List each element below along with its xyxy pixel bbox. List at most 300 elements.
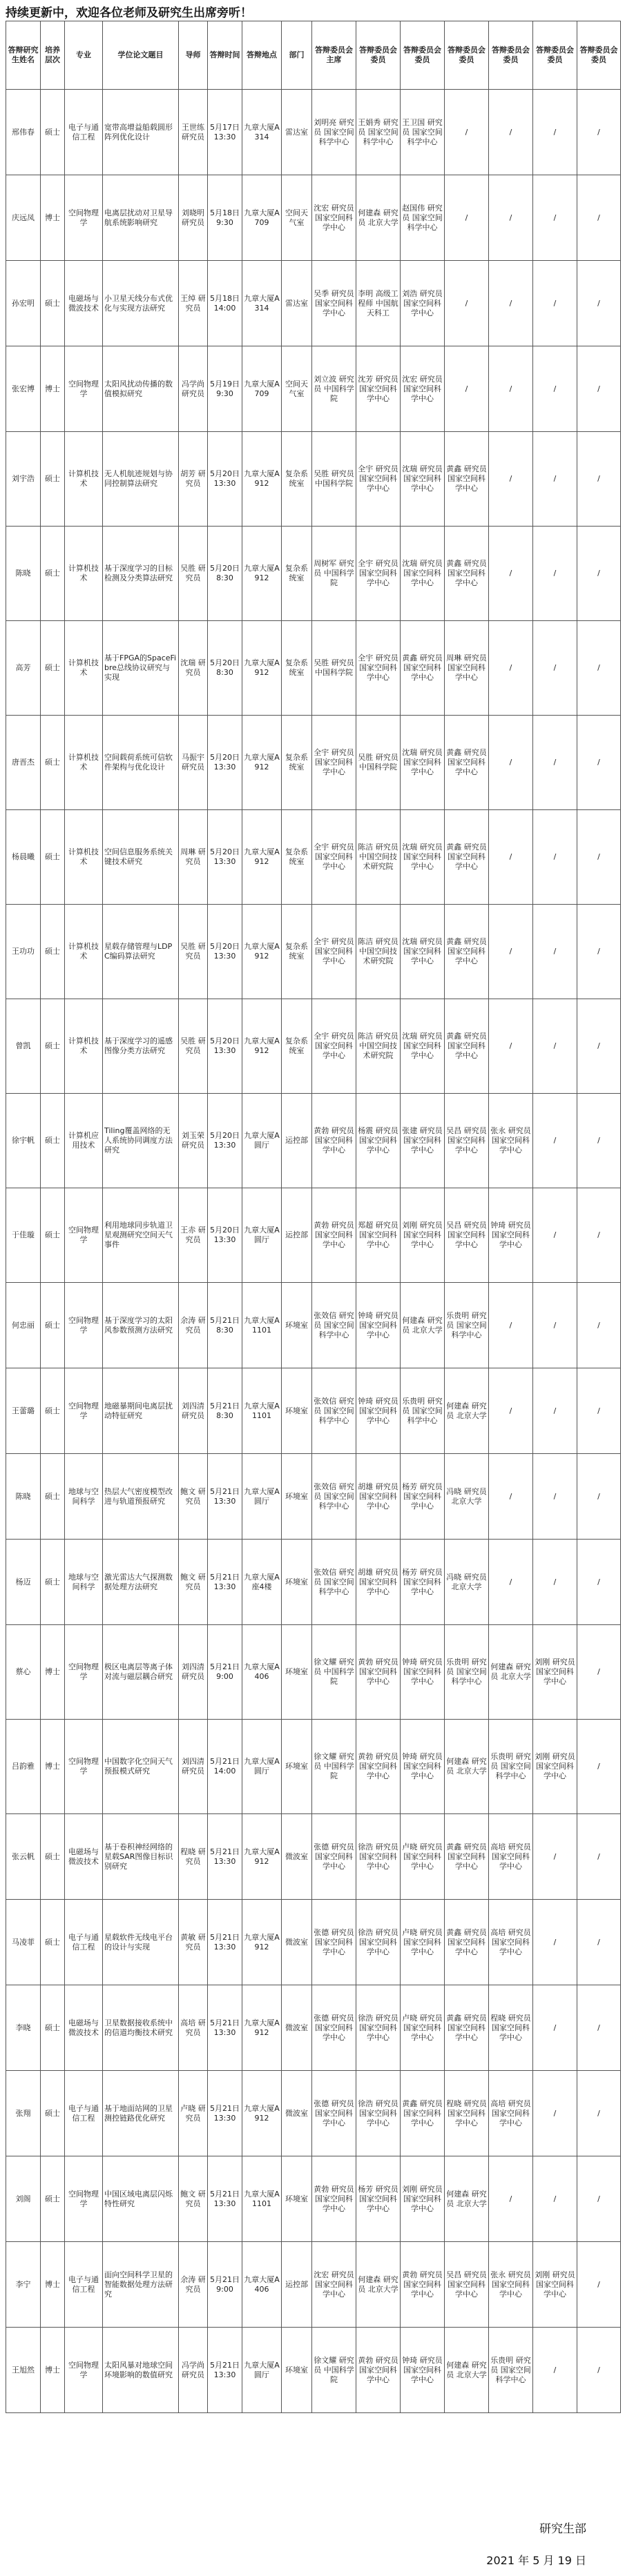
table-cell: /	[577, 1814, 621, 1900]
table-row	[6, 1900, 621, 1985]
table-cell: 博士	[41, 2328, 65, 2413]
table-row	[6, 90, 621, 175]
table-cell: 微波室	[282, 1814, 312, 1900]
table-cell: 钟琦 研究员 国家空间科学中心	[401, 2328, 445, 2413]
table-cell: 复杂系统室	[282, 432, 312, 527]
table-row	[6, 621, 621, 716]
table-cell: 5月20日 8:30	[208, 527, 242, 621]
table-cell: 刘四清 研究员	[179, 1368, 208, 1454]
table-cell: /	[533, 1368, 577, 1454]
table-cell: 程晓 研究员	[179, 1814, 208, 1900]
table-cell: 5月21日 8:30	[208, 1283, 242, 1368]
table-cell: 沈瑞 研究员 国家空间科学中心	[401, 905, 445, 999]
table-cell: 吴胜 研究员	[179, 999, 208, 1094]
table-cell: /	[445, 175, 489, 261]
table-cell: /	[445, 346, 489, 432]
table-cell: 5月21日 8:30	[208, 1368, 242, 1454]
table-cell: 5月20日 13:30	[208, 1094, 242, 1188]
table-cell: 乐贵明 研究员 国家空间科学中心	[401, 1368, 445, 1454]
defense-schedule-table-wrap	[6, 21, 619, 2413]
table-cell: 马凌菲	[6, 1900, 41, 1985]
table-cell: 微波室	[282, 2071, 312, 2156]
table-cell: 赵国伟 研究员 国家空间科学中心	[401, 175, 445, 261]
table-cell: 王卫国 研究员 国家空间科学中心	[401, 90, 445, 175]
table-cell: 乐贵明 研究员 国家空间科学中心	[489, 2328, 533, 2413]
table-cell: 曾凯	[6, 999, 41, 1094]
table-cell: /	[533, 527, 577, 621]
table-cell: 九章大厦A912	[242, 810, 282, 905]
table-cell: 杨芳 研究员 国家空间科学中心	[356, 2156, 401, 2242]
table-cell: 5月20日 13:30	[208, 1188, 242, 1283]
table-cell: 刘刚 研究员 国家空间科学中心	[401, 1188, 445, 1283]
table-cell: 空间物理学	[65, 175, 103, 261]
table-cell: 环境室	[282, 1720, 312, 1814]
table-body	[6, 90, 621, 2413]
table-cell: 空间物理学	[65, 1720, 103, 1814]
table-cell: 王赤 研究员	[179, 1188, 208, 1283]
table-cell: 徐宇帆	[6, 1094, 41, 1188]
table-cell: 热层大气密度模型改进与轨道预报研究	[103, 1454, 179, 1540]
table-cell: /	[577, 1720, 621, 1814]
table-cell: 吴胜 研究员	[179, 527, 208, 621]
table-cell: 沈宏 研究员 国家空间科学中心	[312, 175, 356, 261]
table-row	[6, 1188, 621, 1283]
table-cell: 空间物理学	[65, 1188, 103, 1283]
table-cell: 余涛 研究员	[179, 2242, 208, 2328]
table-cell: /	[577, 1900, 621, 1985]
table-cell: 周琳 研究员 国家空间科学中心	[445, 621, 489, 716]
table-cell: 何建森 研究员 北京大学	[445, 1368, 489, 1454]
table-cell: 吴胜 研究员 中国科学院	[356, 716, 401, 810]
table-cell: /	[489, 999, 533, 1094]
table-cell: 宽带高增益船载圆形阵列优化设计	[103, 90, 179, 175]
table-cell: /	[577, 1094, 621, 1188]
table-cell: 刘刚 研究员 国家空间科学中心	[533, 1625, 577, 1720]
table-cell: 刘玉荣 研究员	[179, 1094, 208, 1188]
table-cell: 空间天气室	[282, 175, 312, 261]
table-cell: 5月18日 9:30	[208, 175, 242, 261]
table-cell: 于佳璇	[6, 1188, 41, 1283]
table-cell: /	[577, 905, 621, 999]
table-cell: 高芳	[6, 621, 41, 716]
table-cell: 利用地球同步轨道卫星观测研究空间天气事件	[103, 1188, 179, 1283]
table-cell: 刘四清 研究员	[179, 1720, 208, 1814]
table-cell: 刘刚 研究员 国家空间科学中心	[533, 1720, 577, 1814]
table-cell: 卢晓 研究员	[179, 2071, 208, 2156]
table-cell: 电磁场与微波技术	[65, 261, 103, 346]
table-cell: 地球与空间科学	[65, 1540, 103, 1625]
table-cell: 环境室	[282, 1283, 312, 1368]
table-cell: 电子与通信工程	[65, 2242, 103, 2328]
table-cell: 刘刚 研究员 国家空间科学中心	[401, 2156, 445, 2242]
table-cell: 硕士	[41, 1454, 65, 1540]
table-header-row	[6, 21, 621, 90]
table-cell: 硕士	[41, 810, 65, 905]
table-cell: 全宇 研究员 国家空间科学中心	[356, 527, 401, 621]
table-cell: /	[533, 1283, 577, 1368]
table-cell: 黄鑫 研究员 国家空间科学中心	[445, 1985, 489, 2071]
table-cell: 乐贵明 研究员 国家空间科学中心	[445, 1283, 489, 1368]
table-cell: 徐浩 研究员 国家空间科学中心	[356, 1814, 401, 1900]
table-cell: 复杂系统室	[282, 810, 312, 905]
table-cell: 5月20日 13:30	[208, 716, 242, 810]
table-cell: 刘浩 研究员 国家空间科学中心	[401, 261, 445, 346]
header-cell: 答辩地点	[242, 21, 282, 90]
table-row	[6, 1720, 621, 1814]
table-cell: 激光雷达大气探测数据处理方法研究	[103, 1540, 179, 1625]
table-row	[6, 432, 621, 527]
table-cell: 九章大厦A912	[242, 1985, 282, 2071]
table-cell: /	[577, 175, 621, 261]
table-cell: 环境室	[282, 1368, 312, 1454]
table-cell: 黄鑫 研究员 国家空间科学中心	[445, 432, 489, 527]
table-cell: 5月21日 13:30	[208, 1814, 242, 1900]
table-cell: 高培 研究员 国家空间科学中心	[489, 2071, 533, 2156]
table-cell: 刘四清 研究员	[179, 1625, 208, 1720]
table-cell: 蔡心	[6, 1625, 41, 1720]
table-row	[6, 716, 621, 810]
table-cell: 硕士	[41, 1900, 65, 1985]
table-row	[6, 1814, 621, 1900]
table-cell: 九章大厦A1101	[242, 1368, 282, 1454]
table-cell: 基于深度学习的遥感图像分类方法研究	[103, 999, 179, 1094]
table-cell: 黄勃 研究员 国家空间科学中心	[356, 2328, 401, 2413]
table-cell: 张德 研究员 国家空间科学中心	[312, 1814, 356, 1900]
table-cell: 杨芳 研究员 国家空间科学中心	[401, 1454, 445, 1540]
table-cell: 吴胜 研究员	[179, 905, 208, 999]
table-cell: 唐晋杰	[6, 716, 41, 810]
table-row	[6, 2156, 621, 2242]
table-cell: 复杂系统室	[282, 999, 312, 1094]
table-cell: 九章大厦A圆厅	[242, 1094, 282, 1188]
table-cell: /	[533, 261, 577, 346]
header-cell: 部门	[282, 21, 312, 90]
table-cell: 九章大厦A912	[242, 527, 282, 621]
table-cell: 计算机技术	[65, 716, 103, 810]
table-cell: 沈瑞 研究员	[179, 621, 208, 716]
table-row	[6, 999, 621, 1094]
table-cell: 吴季 研究员 国家空间科学中心	[312, 261, 356, 346]
table-cell: 沈瑞 研究员 国家空间科学中心	[401, 999, 445, 1094]
table-cell: /	[533, 621, 577, 716]
table-cell: 电磁场与微波技术	[65, 1985, 103, 2071]
table-cell: /	[489, 905, 533, 999]
table-cell: 电子与通信工程	[65, 2071, 103, 2156]
table-cell: 徐文耀 研究员 中国科学院	[312, 1720, 356, 1814]
table-cell: 冯晓 研究员 北京大学	[445, 1540, 489, 1625]
table-cell: 复杂系统室	[282, 621, 312, 716]
table-cell: 何建森 研究员 北京大学	[489, 1625, 533, 1720]
table-cell: /	[577, 621, 621, 716]
table-cell: 硕士	[41, 1368, 65, 1454]
table-cell: 微波室	[282, 1985, 312, 2071]
table-cell: 九章大厦A座4楼	[242, 1540, 282, 1625]
table-row	[6, 2328, 621, 2413]
header-cell: 答辩委员会主席	[312, 21, 356, 90]
table-cell: /	[533, 1985, 577, 2071]
table-cell: 太阳风扰动传播的数值模拟研究	[103, 346, 179, 432]
table-cell: 环境室	[282, 1625, 312, 1720]
table-cell: /	[577, 1283, 621, 1368]
table-cell: /	[577, 2328, 621, 2413]
table-cell: 黄鑫 研究员 国家空间科学中心	[401, 621, 445, 716]
table-cell: /	[533, 2328, 577, 2413]
table-cell: 徐浩 研究员 国家空间科学中心	[356, 2071, 401, 2156]
table-cell: 九章大厦A912	[242, 2071, 282, 2156]
table-cell: 硕士	[41, 2071, 65, 2156]
table-cell: /	[577, 1454, 621, 1540]
table-cell: /	[489, 346, 533, 432]
table-cell: 黄鑫 研究员 国家空间科学中心	[445, 716, 489, 810]
table-cell: 5月21日 13:30	[208, 2156, 242, 2242]
header-cell: 答辩委员会委员	[489, 21, 533, 90]
table-cell: /	[577, 2242, 621, 2328]
table-cell: 运控部	[282, 1094, 312, 1188]
table-cell: 基于地面站网的卫星测控链路优化研究	[103, 2071, 179, 2156]
table-cell: 黄勃 研究员 国家空间科学中心	[312, 2156, 356, 2242]
table-row	[6, 1368, 621, 1454]
table-cell: 何建森 研究员 北京大学	[445, 2156, 489, 2242]
table-cell: 电离层扰动对卫星导航系统影响研究	[103, 175, 179, 261]
table-cell: 张德 研究员 国家空间科学中心	[312, 1985, 356, 2071]
footer-department: 研究生部	[539, 2522, 586, 2536]
table-cell: 九章大厦A314	[242, 90, 282, 175]
table-cell: 星载存储管理与LDPC编码算法研究	[103, 905, 179, 999]
table-cell: 乐贵明 研究员 国家空间科学中心	[489, 1720, 533, 1814]
table-cell: 黄鑫 研究员 国家空间科学中心	[445, 527, 489, 621]
table-cell: 5月20日 13:30	[208, 810, 242, 905]
table-cell: 王旭然	[6, 2328, 41, 2413]
table-cell: 九章大厦A圆厅	[242, 2328, 282, 2413]
table-cell: /	[533, 1814, 577, 1900]
table-row	[6, 1985, 621, 2071]
table-cell: 硕士	[41, 716, 65, 810]
table-cell: /	[577, 2156, 621, 2242]
table-cell: 地磁暴期间电离层扰动特征研究	[103, 1368, 179, 1454]
table-cell: 陈洁 研究员 中国空间技术研究院	[356, 905, 401, 999]
table-cell: 鲍文 研究员	[179, 2156, 208, 2242]
table-cell: /	[577, 346, 621, 432]
header-cell: 答辩委员会委员	[533, 21, 577, 90]
table-cell: 张效信 研究员 国家空间科学中心	[312, 1368, 356, 1454]
table-cell: 硕士	[41, 432, 65, 527]
table-cell: 空间天气室	[282, 346, 312, 432]
table-cell: 电磁场与微波技术	[65, 1814, 103, 1900]
table-cell: 九章大厦A912	[242, 1900, 282, 1985]
table-cell: 5月17日 13:30	[208, 90, 242, 175]
table-cell: 王绰 研究员	[179, 261, 208, 346]
table-cell: 硕士	[41, 1540, 65, 1625]
table-cell: /	[577, 810, 621, 905]
table-cell: /	[489, 527, 533, 621]
table-cell: 空间载荷系统可信软件架构与优化设计	[103, 716, 179, 810]
table-cell: 电子与通信工程	[65, 90, 103, 175]
table-cell: 5月21日 13:30	[208, 1900, 242, 1985]
table-cell: 卫星数据接收系统中的信道均衡技术研究	[103, 1985, 179, 2071]
table-cell: 电子与通信工程	[65, 1900, 103, 1985]
header-cell: 答辩委员会委员	[577, 21, 621, 90]
table-cell: 硕士	[41, 999, 65, 1094]
table-cell: 黄鑫 研究员 国家空间科学中心	[445, 1814, 489, 1900]
header-cell: 答辩委员会委员	[356, 21, 401, 90]
table-cell: 九章大厦A圆厅	[242, 1720, 282, 1814]
table-cell: 卢晓 研究员 国家空间科学中心	[401, 1900, 445, 1985]
table-cell: 钟琦 研究员 国家空间科学中心	[489, 1188, 533, 1283]
table-cell: 计算机应用技术	[65, 1094, 103, 1188]
table-cell: 黄鑫 研究员 国家空间科学中心	[445, 1900, 489, 1985]
table-cell: 冯学尚 研究员	[179, 346, 208, 432]
table-cell: 李明 高级工程师 中国航天科工	[356, 261, 401, 346]
table-cell: 硕士	[41, 621, 65, 716]
table-cell: 中国区域电离层闪烁特性研究	[103, 2156, 179, 2242]
table-cell: 硕士	[41, 1814, 65, 1900]
table-cell: 杨晨曦	[6, 810, 41, 905]
table-cell: 张永 研究员 国家空间科学中心	[489, 2242, 533, 2328]
table-cell: 张德 研究员 国家空间科学中心	[312, 2071, 356, 2156]
table-cell: 全宇 研究员 国家空间科学中心	[312, 716, 356, 810]
table-row	[6, 1283, 621, 1368]
table-cell: 黄勃 研究员 国家空间科学中心	[312, 1188, 356, 1283]
table-cell: 胡芳 研究员	[179, 432, 208, 527]
table-cell: 雷达室	[282, 261, 312, 346]
table-cell: /	[489, 2156, 533, 2242]
table-cell: 5月21日 13:30	[208, 2328, 242, 2413]
table-cell: 基于深度学习的目标检测及分类算法研究	[103, 527, 179, 621]
table-cell: 杨芳 研究员 国家空间科学中心	[401, 1540, 445, 1625]
table-cell: /	[577, 1540, 621, 1625]
table-cell: 空间物理学	[65, 2328, 103, 2413]
table-cell: 吴胜 研究员 中国科学院	[312, 432, 356, 527]
table-cell: /	[577, 2071, 621, 2156]
table-cell: /	[445, 261, 489, 346]
table-cell: 运控部	[282, 1188, 312, 1283]
table-cell: 计算机技术	[65, 621, 103, 716]
table-cell: /	[489, 261, 533, 346]
table-row	[6, 1540, 621, 1625]
table-cell: /	[489, 1454, 533, 1540]
table-cell: /	[489, 621, 533, 716]
header-cell: 答辩委员会委员	[401, 21, 445, 90]
table-cell: /	[445, 90, 489, 175]
table-row	[6, 346, 621, 432]
table-cell: /	[533, 175, 577, 261]
table-cell: 九章大厦A912	[242, 621, 282, 716]
table-cell: 全宇 研究员 国家空间科学中心	[312, 999, 356, 1094]
table-cell: /	[533, 1900, 577, 1985]
table-cell: 钟琦 研究员 国家空间科学中心	[356, 1283, 401, 1368]
table-cell: /	[533, 2156, 577, 2242]
table-cell: 5月21日 14:00	[208, 1720, 242, 1814]
table-cell: /	[533, 999, 577, 1094]
table-cell: 张建 研究员 国家空间科学中心	[401, 1094, 445, 1188]
table-cell: 九章大厦A912	[242, 1814, 282, 1900]
table-cell: 黄鑫 研究员 国家空间科学中心	[401, 2071, 445, 2156]
table-cell: 黄鑫 研究员 国家空间科学中心	[445, 999, 489, 1094]
table-cell: 无人机航迹规划与协同控制算法研究	[103, 432, 179, 527]
table-cell: /	[489, 716, 533, 810]
table-cell: 陈洁 研究员 中国空间技术研究院	[356, 999, 401, 1094]
table-cell: 5月20日 13:30	[208, 432, 242, 527]
table-cell: 张德 研究员 国家空间科学中心	[312, 1900, 356, 1985]
table-cell: 程晓 研究员 国家空间科学中心	[445, 2071, 489, 2156]
table-cell: 博士	[41, 1625, 65, 1720]
table-cell: 黄鑫 研究员 国家空间科学中心	[445, 810, 489, 905]
table-cell: 计算机技术	[65, 905, 103, 999]
table-cell: 胡雄 研究员 国家空间科学中心	[356, 1454, 401, 1540]
table-cell: 太阳风暴对地球空间环境影响的数值研究	[103, 2328, 179, 2413]
table-cell: 全宇 研究员 国家空间科学中心	[356, 621, 401, 716]
table-cell: 九章大厦A406	[242, 1625, 282, 1720]
table-cell: 邢伟春	[6, 90, 41, 175]
table-cell: 硕士	[41, 90, 65, 175]
table-cell: 空间物理学	[65, 346, 103, 432]
table-cell: 黄勃 研究员 国家空间科学中心	[401, 2242, 445, 2328]
table-cell: 沈宏 研究员 国家空间科学中心	[401, 346, 445, 432]
footer-date: 2021 年 5 月 19 日	[486, 2554, 586, 2567]
table-cell: 5月20日 8:30	[208, 621, 242, 716]
table-row	[6, 905, 621, 999]
table-cell: 沈瑞 研究员 国家空间科学中心	[401, 716, 445, 810]
table-cell: 冯学尚 研究员	[179, 2328, 208, 2413]
table-cell: 刘明亮 研究员 国家空间科学中心	[312, 90, 356, 175]
table-cell: 小卫星天线分布式优化与实现方法研究	[103, 261, 179, 346]
table-cell: 刘晓明 研究员	[179, 175, 208, 261]
table-cell: 基于深度学习的太阳风参数预测方法研究	[103, 1283, 179, 1368]
table-cell: /	[577, 432, 621, 527]
table-cell: 吴昌 研究员 国家空间科学中心	[445, 2242, 489, 2328]
table-cell: 硕士	[41, 527, 65, 621]
table-cell: 环境室	[282, 1540, 312, 1625]
table-row	[6, 175, 621, 261]
table-cell: 黄勃 研究员 国家空间科学中心	[356, 1625, 401, 1720]
table-cell: 何建森 研究员 北京大学	[356, 175, 401, 261]
table-cell: 硕士	[41, 905, 65, 999]
table-cell: 九章大厦A912	[242, 432, 282, 527]
table-cell: 计算机技术	[65, 810, 103, 905]
table-cell: 黄勃 研究员 国家空间科学中心	[312, 1094, 356, 1188]
table-cell: 张效信 研究员 国家空间科学中心	[312, 1454, 356, 1540]
table-cell: 杨震 研究员 国家空间科学中心	[356, 1094, 401, 1188]
table-row	[6, 527, 621, 621]
table-cell: 雷达室	[282, 90, 312, 175]
table-cell: 空间物理学	[65, 1368, 103, 1454]
table-cell: 九章大厦A314	[242, 261, 282, 346]
table-cell: /	[489, 90, 533, 175]
table-cell: /	[533, 346, 577, 432]
table-cell: 博士	[41, 1720, 65, 1814]
table-row	[6, 1625, 621, 1720]
table-cell: 九章大厦A709	[242, 175, 282, 261]
table-cell: 空间信息服务系统关键技术研究	[103, 810, 179, 905]
table-cell: 九章大厦A912	[242, 999, 282, 1094]
table-cell: Tiling覆盖网络的无人系统协同调度方法研究	[103, 1094, 179, 1188]
table-cell: 硕士	[41, 2156, 65, 2242]
table-cell: 钟琦 研究员 国家空间科学中心	[401, 1625, 445, 1720]
table-cell: /	[577, 1188, 621, 1283]
table-cell: 硕士	[41, 1188, 65, 1283]
table-cell: /	[489, 432, 533, 527]
header-cell: 答辩时间	[208, 21, 242, 90]
table-cell: 张效信 研究员 国家空间科学中心	[312, 1540, 356, 1625]
table-cell: 5月18日 14:00	[208, 261, 242, 346]
table-cell: /	[489, 1540, 533, 1625]
table-cell: /	[533, 2071, 577, 2156]
table-cell: /	[489, 1283, 533, 1368]
table-cell: 环境室	[282, 2328, 312, 2413]
table-cell: 空间物理学	[65, 1625, 103, 1720]
table-cell: /	[577, 716, 621, 810]
table-cell: 硕士	[41, 261, 65, 346]
